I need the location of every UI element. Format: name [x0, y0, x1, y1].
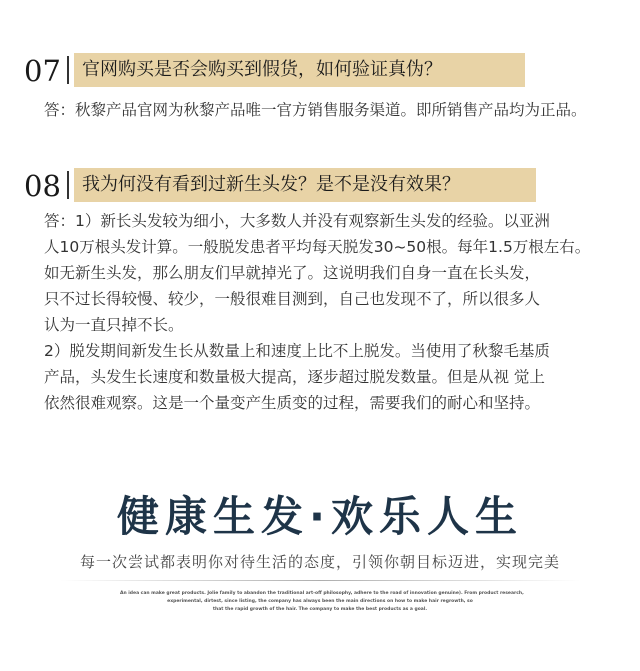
- answer-line: 2）脱发期间新发生长从数量上和速度上比不上脱发。当使用了秋黎毛基质: [44, 342, 550, 360]
- fine-print-line: that the rapid growth of the hair. The company to make the best products as a goal.: [212, 607, 428, 612]
- fine-print-line: An idea can make great products. Jolie family to abandon the traditional art-off philosophy, adhere to the road of innovation genuine). From product research,: [120, 591, 524, 596]
- question-row: [0, 52, 640, 88]
- answer-line: 答：秋黎产品官网为秋黎产品唯一官方销售服务渠道。即所销售产品均为正品。: [44, 101, 587, 119]
- question-row: [0, 167, 640, 203]
- question-number: 08: [24, 169, 61, 203]
- footer-divider: [60, 580, 580, 581]
- question-text: 我为何没有看到过新生头发？是不是没有效果？: [74, 168, 536, 202]
- answer-line: 如无新生头发，那么朋友们早就掉光了。这说明我们自身一直在长头发，: [44, 264, 541, 282]
- answer-line: 人10万根头发计算。一般脱发患者平均每天脱发30~50根。每年1.5万根左右。: [44, 238, 591, 256]
- faq-item-07: [0, 52, 640, 119]
- answer-text: [44, 208, 618, 416]
- cropped-previous-answer-line: [40, 0, 600, 5]
- question-divider: [67, 171, 69, 199]
- answer-line: 认为一直只掉不长。: [44, 316, 184, 334]
- answer-line: 只不过长得较慢、较少，一般很难目测到，自己也发现不了，所以很多人: [44, 290, 541, 308]
- fine-print-line: experimental, dirtest, since listing, the company has always been the main directions on how to make hair regrowth, so: [167, 599, 473, 604]
- brand-slogan: 健康生发·欢乐人生: [117, 492, 523, 541]
- answer-line: 答：1）新长头发较为细小，大多数人并没有观察新生头发的经验。以亚洲: [44, 212, 550, 230]
- answer-line: 产品，头发生长速度和数量极大提高，逐步超过脱发数量。但是从视 觉上: [44, 368, 545, 386]
- answer-text: [44, 97, 618, 123]
- slogan-subtitle: 每一次尝试都表明你对待生活的态度，引领你朝目标迈进，实现完美: [79, 553, 560, 571]
- question-number: 07: [24, 54, 61, 88]
- faq-item-08: [0, 167, 640, 412]
- question-divider: [67, 56, 69, 84]
- question-text: 官网购买是否会购买到假货，如何验证真伪？: [74, 53, 525, 87]
- brand-fine-print: [120, 590, 524, 614]
- answer-line: 依然很难观察。这是一个量变产生质变的过程，需要我们的耐心和坚持。: [44, 394, 541, 412]
